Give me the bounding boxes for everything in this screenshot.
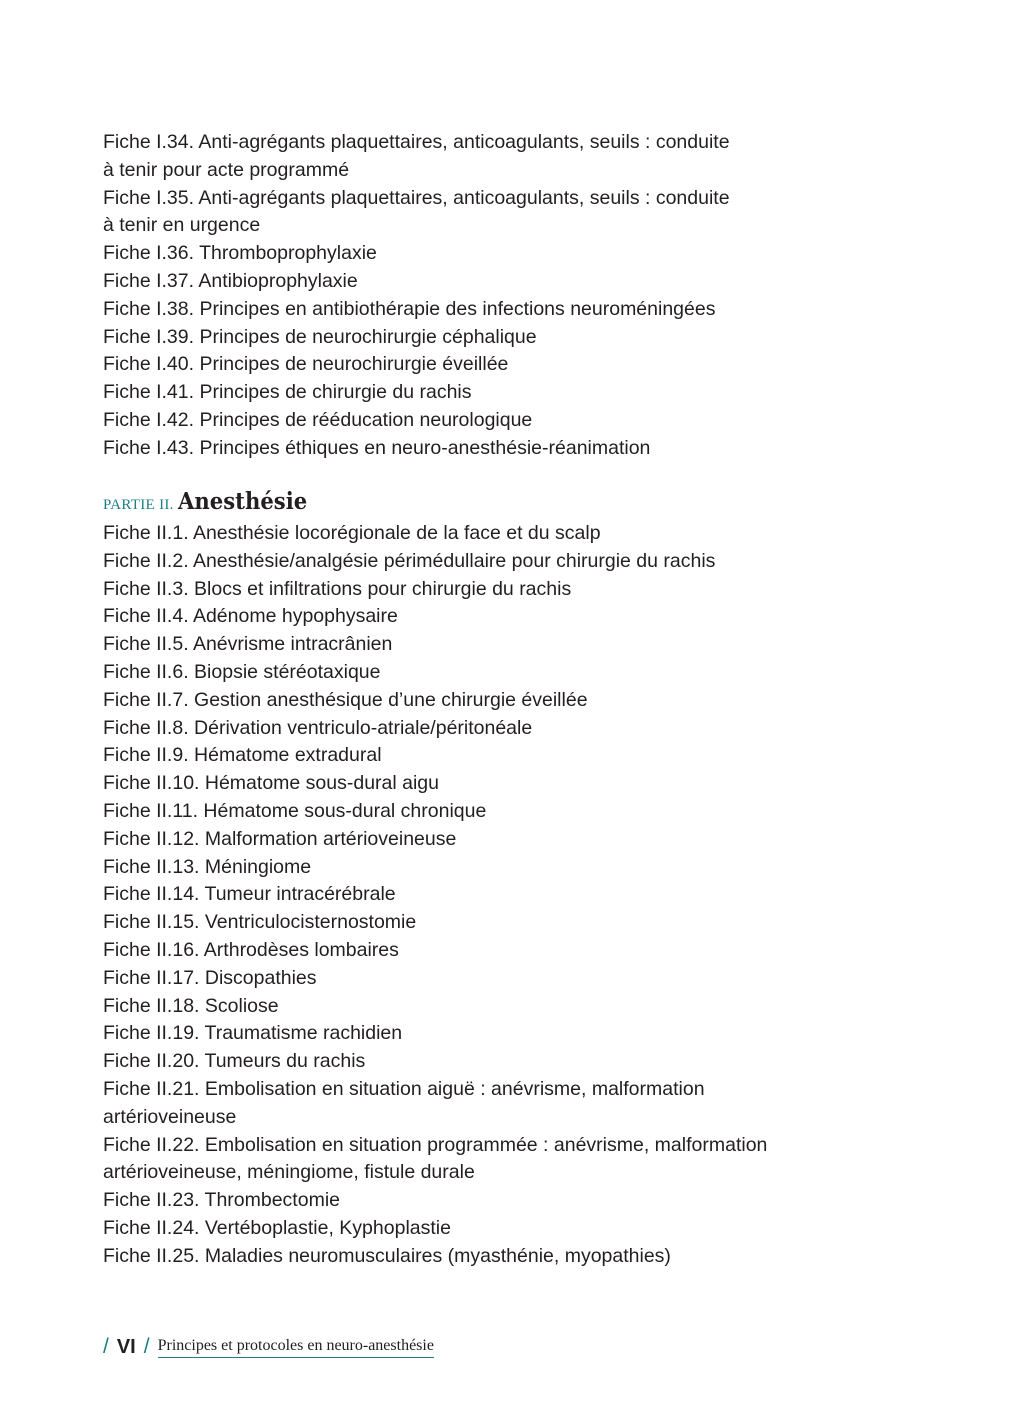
toc-entry (103, 268, 863, 296)
toc-entry-line: Fiche II.16. Arthrodèses lombaires (103, 938, 399, 961)
part-label: PARTIE II. (103, 497, 174, 513)
toc-entry-line: Fiche I.40. Principes de neurochirurgie éveillée (103, 353, 509, 376)
toc-entry (103, 993, 863, 1021)
toc-entry-line: Fiche I.35. Anti-agrégants plaquettaires, anticoagulants, seuils : conduite (103, 186, 730, 209)
part-title: Anesthésie (177, 488, 307, 515)
toc-entry-line: Fiche II.7. Gestion anesthésique d’une chirurgie éveillée (103, 688, 588, 711)
toc-entry (103, 296, 863, 324)
toc-entry-line: Fiche II.20. Tumeurs du rachis (103, 1050, 366, 1073)
toc-entry-line: Fiche II.18. Scoliose (103, 994, 279, 1017)
toc-entry (103, 1132, 863, 1188)
toc-entry-line: Fiche II.11. Hématome sous-dural chronique (103, 799, 487, 822)
toc-entry-line: Fiche II.23. Thrombectomie (103, 1189, 340, 1212)
toc-entry-line: Fiche II.25. Maladies neuromusculaires (myasthénie, myopathies) (103, 1244, 671, 1267)
toc-entry-line: à tenir en urgence (103, 214, 261, 237)
toc-entry-line: Fiche II.6. Biopsie stéréotaxique (103, 660, 381, 683)
toc-entry (103, 798, 863, 826)
part1-entry-list (103, 129, 863, 463)
toc-entry-line: artérioveineuse (103, 1105, 237, 1128)
toc-entry (103, 742, 863, 770)
toc-entry-line: Fiche II.3. Blocs et infiltrations pour chirurgie du rachis (103, 577, 572, 600)
page-footer (103, 1330, 434, 1364)
toc-entry-line: Fiche I.41. Principes de chirurgie du rachis (103, 381, 472, 404)
toc-entry (103, 1215, 863, 1243)
toc-entry (103, 715, 863, 743)
toc-entry-line: Fiche I.42. Principes de rééducation neurologique (103, 408, 533, 431)
toc-entry-line: Fiche II.10. Hématome sous-dural aigu (103, 772, 439, 795)
footer-slash-right: / (143, 1335, 150, 1358)
toc-entry-line: Fiche I.37. Antibioprophylaxie (103, 269, 358, 292)
toc-entry-line: Fiche I.34. Anti-agrégants plaquettaires, anticoagulants, seuils : conduite (103, 131, 730, 153)
toc-entry-line: à tenir pour acte programmé (103, 158, 350, 181)
toc-entry (103, 240, 863, 268)
toc-entry (103, 1243, 863, 1271)
toc-entry-line: artérioveineuse, méningiome, fistule durale (103, 1161, 475, 1184)
toc-entry-line: Fiche II.21. Embolisation en situation aiguë : anévrisme, malformation (103, 1077, 705, 1100)
toc-entry-line: Fiche II.9. Hématome extradural (103, 744, 382, 767)
toc-entry (103, 603, 863, 631)
toc-entry (103, 937, 863, 965)
toc-entry (103, 659, 863, 687)
toc-entry (103, 1187, 863, 1215)
toc-entry-line: Fiche II.19. Traumatisme rachidien (103, 1022, 403, 1045)
toc-entry (103, 351, 863, 379)
toc-entry-line: Fiche II.13. Méningiome (103, 855, 312, 878)
toc-entry (103, 631, 863, 659)
running-title: Principes et protocoles en neuro-anesthésie (158, 1337, 434, 1358)
toc-entry-line: Fiche II.24. Vertéboplastie, Kyphoplastie (103, 1216, 451, 1239)
toc-entry-line: Fiche II.12. Malformation artérioveineuse (103, 827, 457, 850)
toc-entry (103, 965, 863, 993)
page-number: VI (116, 1335, 136, 1358)
toc-entry (103, 520, 863, 548)
toc-entry (103, 1020, 863, 1048)
toc-entry (103, 435, 863, 463)
toc-entry-line: Fiche II.22. Embolisation en situation programmée : anévrisme, malformation (103, 1133, 768, 1156)
toc-entry (103, 576, 863, 604)
toc-entry (103, 1076, 863, 1132)
toc-entry (103, 687, 863, 715)
toc-entry-line: Fiche I.43. Principes éthiques en neuro-anesthésie-réanimation (103, 436, 651, 459)
toc-entry (103, 129, 863, 185)
toc-entry-line: Fiche I.39. Principes de neurochirurgie céphalique (103, 325, 537, 348)
part2-entry-list (103, 520, 863, 1271)
toc-entry-line: Fiche II.1. Anesthésie locorégionale de la face et du scalp (103, 522, 601, 544)
toc-entry-line: Fiche II.4. Adénome hypophysaire (103, 605, 398, 628)
toc-entry-line: Fiche I.38. Principes en antibiothérapie des infections neuroméningées (103, 297, 716, 320)
toc-entry (103, 407, 863, 435)
toc-entry-line: Fiche II.14. Tumeur intracérébrale (103, 883, 396, 906)
part2-heading (103, 488, 318, 522)
toc-entry (103, 826, 863, 854)
toc-entry (103, 1048, 863, 1076)
footer-slash-left: / (103, 1335, 109, 1358)
toc-entry-line: Fiche II.17. Discopathies (103, 966, 317, 989)
toc-entry (103, 909, 863, 937)
toc-entry-line: Fiche II.15. Ventriculocisternostomie (103, 911, 417, 934)
toc-entry (103, 854, 863, 882)
toc-entry-line: Fiche I.36. Thromboprophylaxie (103, 242, 377, 265)
toc-entry (103, 185, 863, 241)
toc-entry-line: Fiche II.5. Anévrisme intracrânien (103, 633, 393, 656)
toc-entry (103, 548, 863, 576)
toc-entry-line: Fiche II.8. Dérivation ventriculo-atriale/péritonéale (103, 716, 533, 739)
toc-entry (103, 379, 863, 407)
toc-entry (103, 881, 863, 909)
toc-entry-line: Fiche II.2. Anesthésie/analgésie périmédullaire pour chirurgie du rachis (103, 549, 716, 572)
toc-entry (103, 770, 863, 798)
toc-entry (103, 324, 863, 352)
